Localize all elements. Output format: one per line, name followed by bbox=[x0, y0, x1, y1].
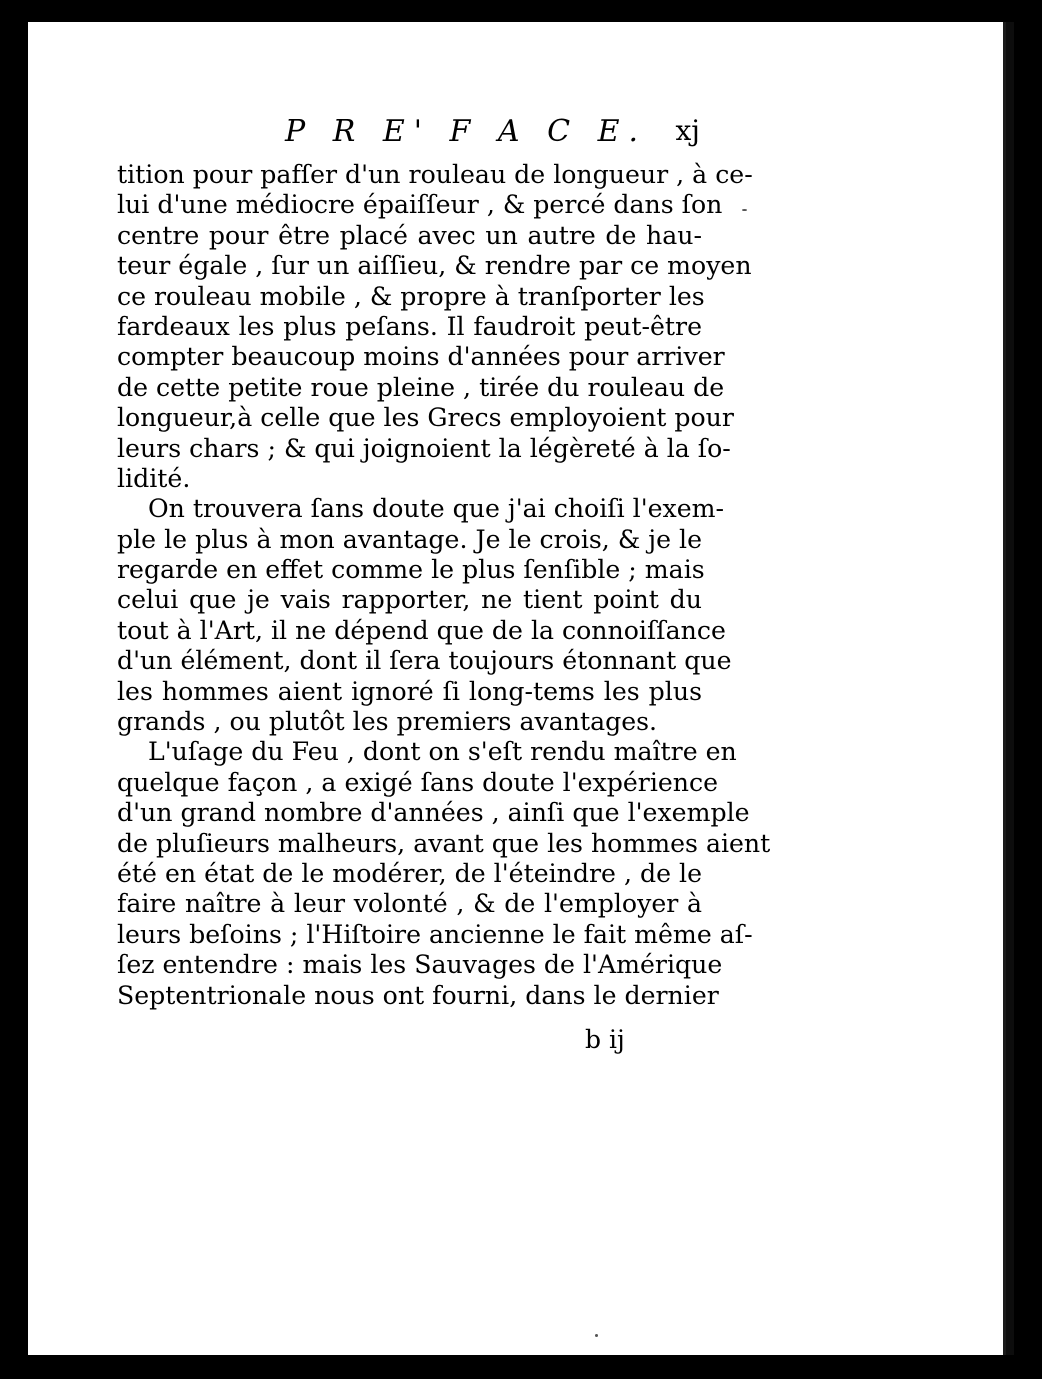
text-line: leurs beſoins ; l'Hiſtoire ancienne le fait même aſ- bbox=[117, 919, 753, 949]
page-header bbox=[115, 104, 700, 154]
text-line: tout à l'Art, il ne dépend que de la connoiſſance bbox=[117, 615, 726, 645]
text-line: compter beaucoup moins d'années pour arriver bbox=[117, 342, 725, 372]
ink-speck bbox=[742, 209, 747, 211]
body-text bbox=[117, 160, 771, 1011]
text-line: L'uſage du Feu , dont on s'eſt rendu maître en bbox=[148, 737, 737, 767]
text-line: longueur,à celle que les Grecs employoient pour bbox=[117, 403, 734, 433]
running-title: P R E' F A C E. bbox=[285, 114, 648, 149]
text-line: ſez entendre : mais les Sauvages de l'Amérique bbox=[117, 950, 723, 980]
text-line: regarde en effet comme le plus ſenſible ; mais bbox=[117, 555, 705, 585]
text-line: centre pour être placé avec un autre de hau- bbox=[117, 220, 702, 250]
text-line: d'un élément, dont il ſera toujours étonnant que bbox=[117, 646, 732, 676]
text-line: quelque façon , a exigé ſans doute l'expérience bbox=[117, 767, 719, 797]
ink-speck bbox=[595, 1334, 598, 1337]
text-line: grands , ou plutôt les premiers avantages. bbox=[117, 707, 658, 737]
signature-mark: b ij bbox=[585, 1025, 625, 1054]
text-line: tition pour pafſer d'un rouleau de longueur , à ce- bbox=[117, 160, 753, 189]
text-line: été en état de le modérer, de l'éteindre , de le bbox=[117, 858, 702, 888]
text-line: leurs chars ; & qui joignoient la légèreté à la ſo- bbox=[117, 433, 731, 463]
text-line: celui que je vais rapporter, ne tient point du bbox=[117, 585, 702, 615]
text-line: lui d'une médiocre épaiſſeur , & percé dans ſon bbox=[117, 190, 723, 220]
text-line: On trouvera ſans doute que j'ai choiſi l'exem- bbox=[148, 494, 725, 524]
text-line: faire naître à leur volonté , & de l'employer à bbox=[117, 889, 702, 919]
text-line: de pluſieurs malheurs, avant que les hommes aient bbox=[117, 828, 771, 858]
text-line: ple le plus à mon avantage. Je le crois, & je le bbox=[117, 524, 702, 554]
text-line: fardeaux les plus peſans. Il faudroit peut-être bbox=[117, 311, 702, 341]
text-line: de cette petite roue pleine , tirée du rouleau de bbox=[117, 372, 725, 402]
text-line: d'un grand nombre d'années , ainſi que l'exemple bbox=[117, 798, 750, 828]
text-line: lidité. bbox=[117, 463, 191, 493]
page-number: xj bbox=[675, 114, 700, 147]
text-line: les hommes aient ignoré ſi long-tems les plus bbox=[117, 676, 702, 706]
text-line: Septentrionale nous ont fourni, dans le dernier bbox=[117, 980, 719, 1010]
text-line: ce rouleau mobile , & propre à tranſporter les bbox=[117, 281, 705, 311]
text-line: teur égale , ſur un aiſſieu, & rendre par ce moyen bbox=[117, 251, 752, 281]
